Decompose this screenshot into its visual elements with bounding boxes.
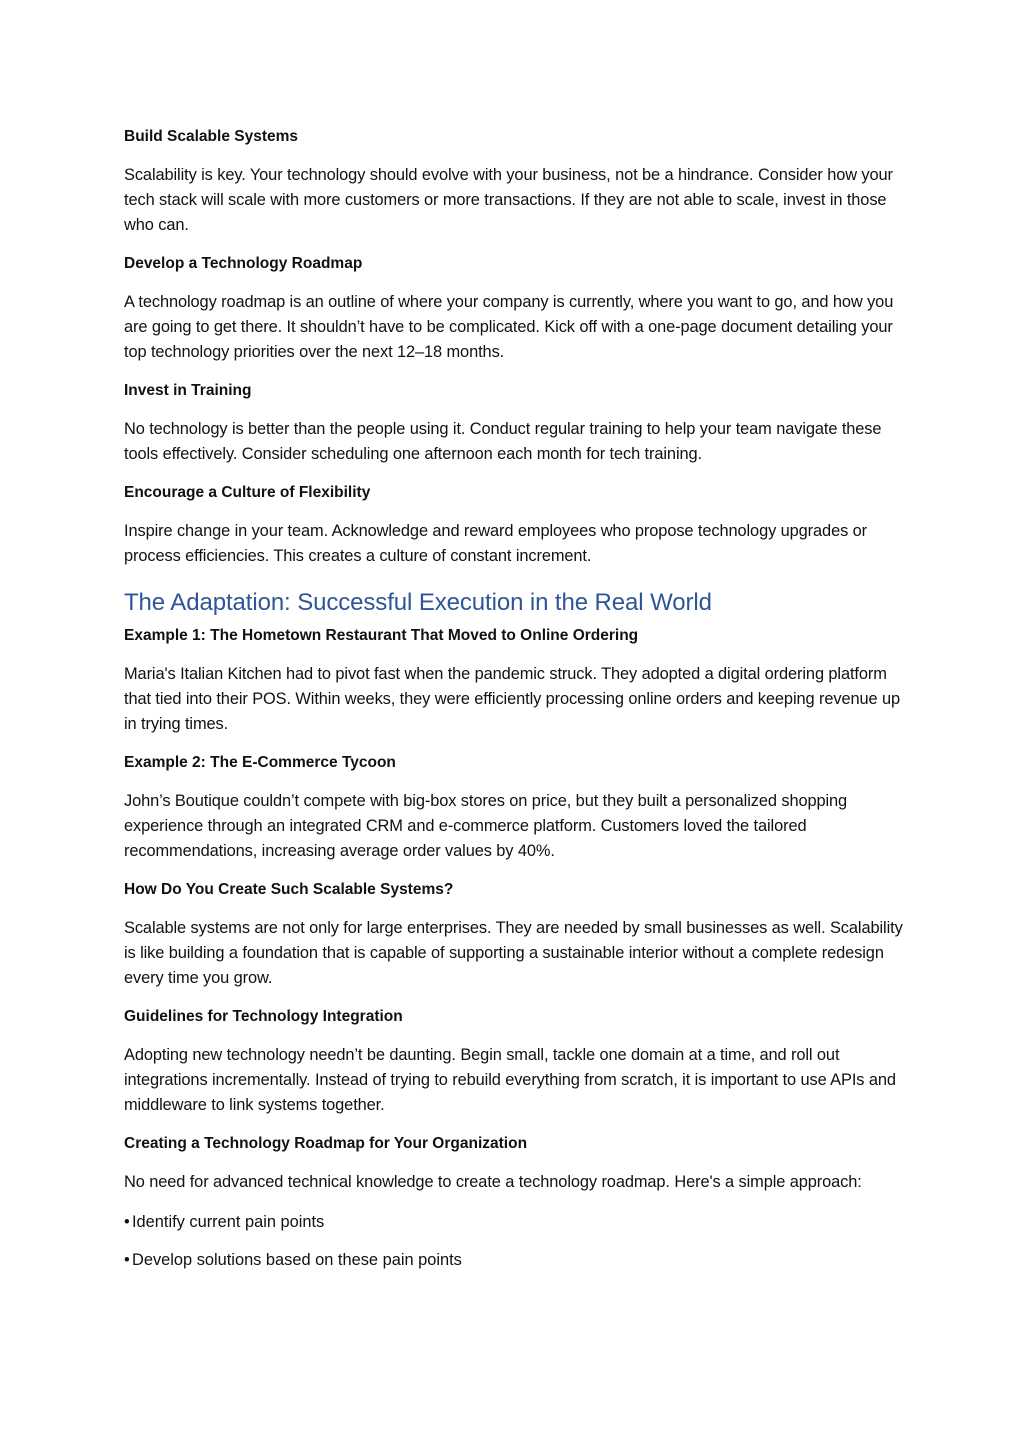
paragraph-example-1: Maria's Italian Kitchen had to pivot fast when the pandemic struck. They adopted a digital ordering platform that tied into their POS. Within weeks, they were efficiently processing online orders and keeping revenue up in trying times. (124, 665, 900, 733)
heading-example-2: Example 2: The E-Commerce Tycoon (124, 754, 396, 771)
paragraph-scalability: Scalability is key. Your technology should evolve with your business, not be a hindrance. Consider how your tech stack will scale with more customers or more transactions. If they are not able to scale, invest in those who can. (124, 166, 893, 234)
heading-creating-roadmap: Creating a Technology Roadmap for Your Organization (124, 1135, 528, 1152)
section-title-adaptation: The Adaptation: Successful Execution in the Real World (124, 589, 712, 616)
heading-example-1: Example 1: The Hometown Restaurant That Moved to Online Ordering (124, 627, 639, 644)
paragraph-create-scalable: Scalable systems are not only for large enterprises. They are needed by small businesses as well. Scalability is like building a foundation that is capable of supporting a sustainable interior without a complete redesign every time you grow. (124, 919, 903, 987)
bullet-icon: • (124, 1213, 130, 1231)
paragraph-training: No technology is better than the people using it. Conduct regular training to help your team navigate these tools effectively. Consider scheduling one afternoon each month for tech training. (124, 420, 882, 463)
heading-invest-training: Invest in Training (124, 382, 252, 399)
heading-build-scalable-systems: Build Scalable Systems (124, 128, 299, 145)
heading-develop-roadmap: Develop a Technology Roadmap (124, 255, 363, 272)
heading-integration-guidelines: Guidelines for Technology Integration (124, 1008, 403, 1025)
paragraph-roadmap: A technology roadmap is an outline of where your company is currently, where you want to go, and how you are going to get there. It shouldn’t have to be complicated. Kick off with a one-page document detailing your top technology priorities over the next 12–18 months. (124, 293, 894, 361)
list-item-label: Identify current pain points (132, 1213, 325, 1231)
list-item-label: Develop solutions based on these pain points (132, 1251, 462, 1269)
paragraph-flexibility: Inspire change in your team. Acknowledge and reward employees who propose technology upgrades or process efficiencies. This creates a culture of constant increment. (124, 522, 868, 565)
paragraph-example-2: John’s Boutique couldn’t compete with big-box stores on price, but they built a personalized shopping experience through an integrated CRM and e-commerce platform. Customers loved the tailored recommendations, increasing average order values by 40%. (124, 792, 848, 860)
document-page (124, 126, 914, 1286)
heading-create-scalable: How Do You Create Such Scalable Systems? (124, 881, 454, 898)
list-item-pain-points (124, 1210, 914, 1235)
list-item-solutions (124, 1248, 914, 1273)
paragraph-integration-guidelines: Adopting new technology needn’t be daunting. Begin small, tackle one domain at a time, and roll out integrations incrementally. Instead of trying to rebuild everything from scratch, it is important to use APIs and middleware to link systems together. (124, 1046, 896, 1114)
heading-culture-flexibility: Encourage a Culture of Flexibility (124, 484, 371, 501)
paragraph-creating-roadmap: No need for advanced technical knowledge to create a technology roadmap. Here's a simple approach: (124, 1173, 862, 1191)
bullet-icon: • (124, 1251, 130, 1269)
